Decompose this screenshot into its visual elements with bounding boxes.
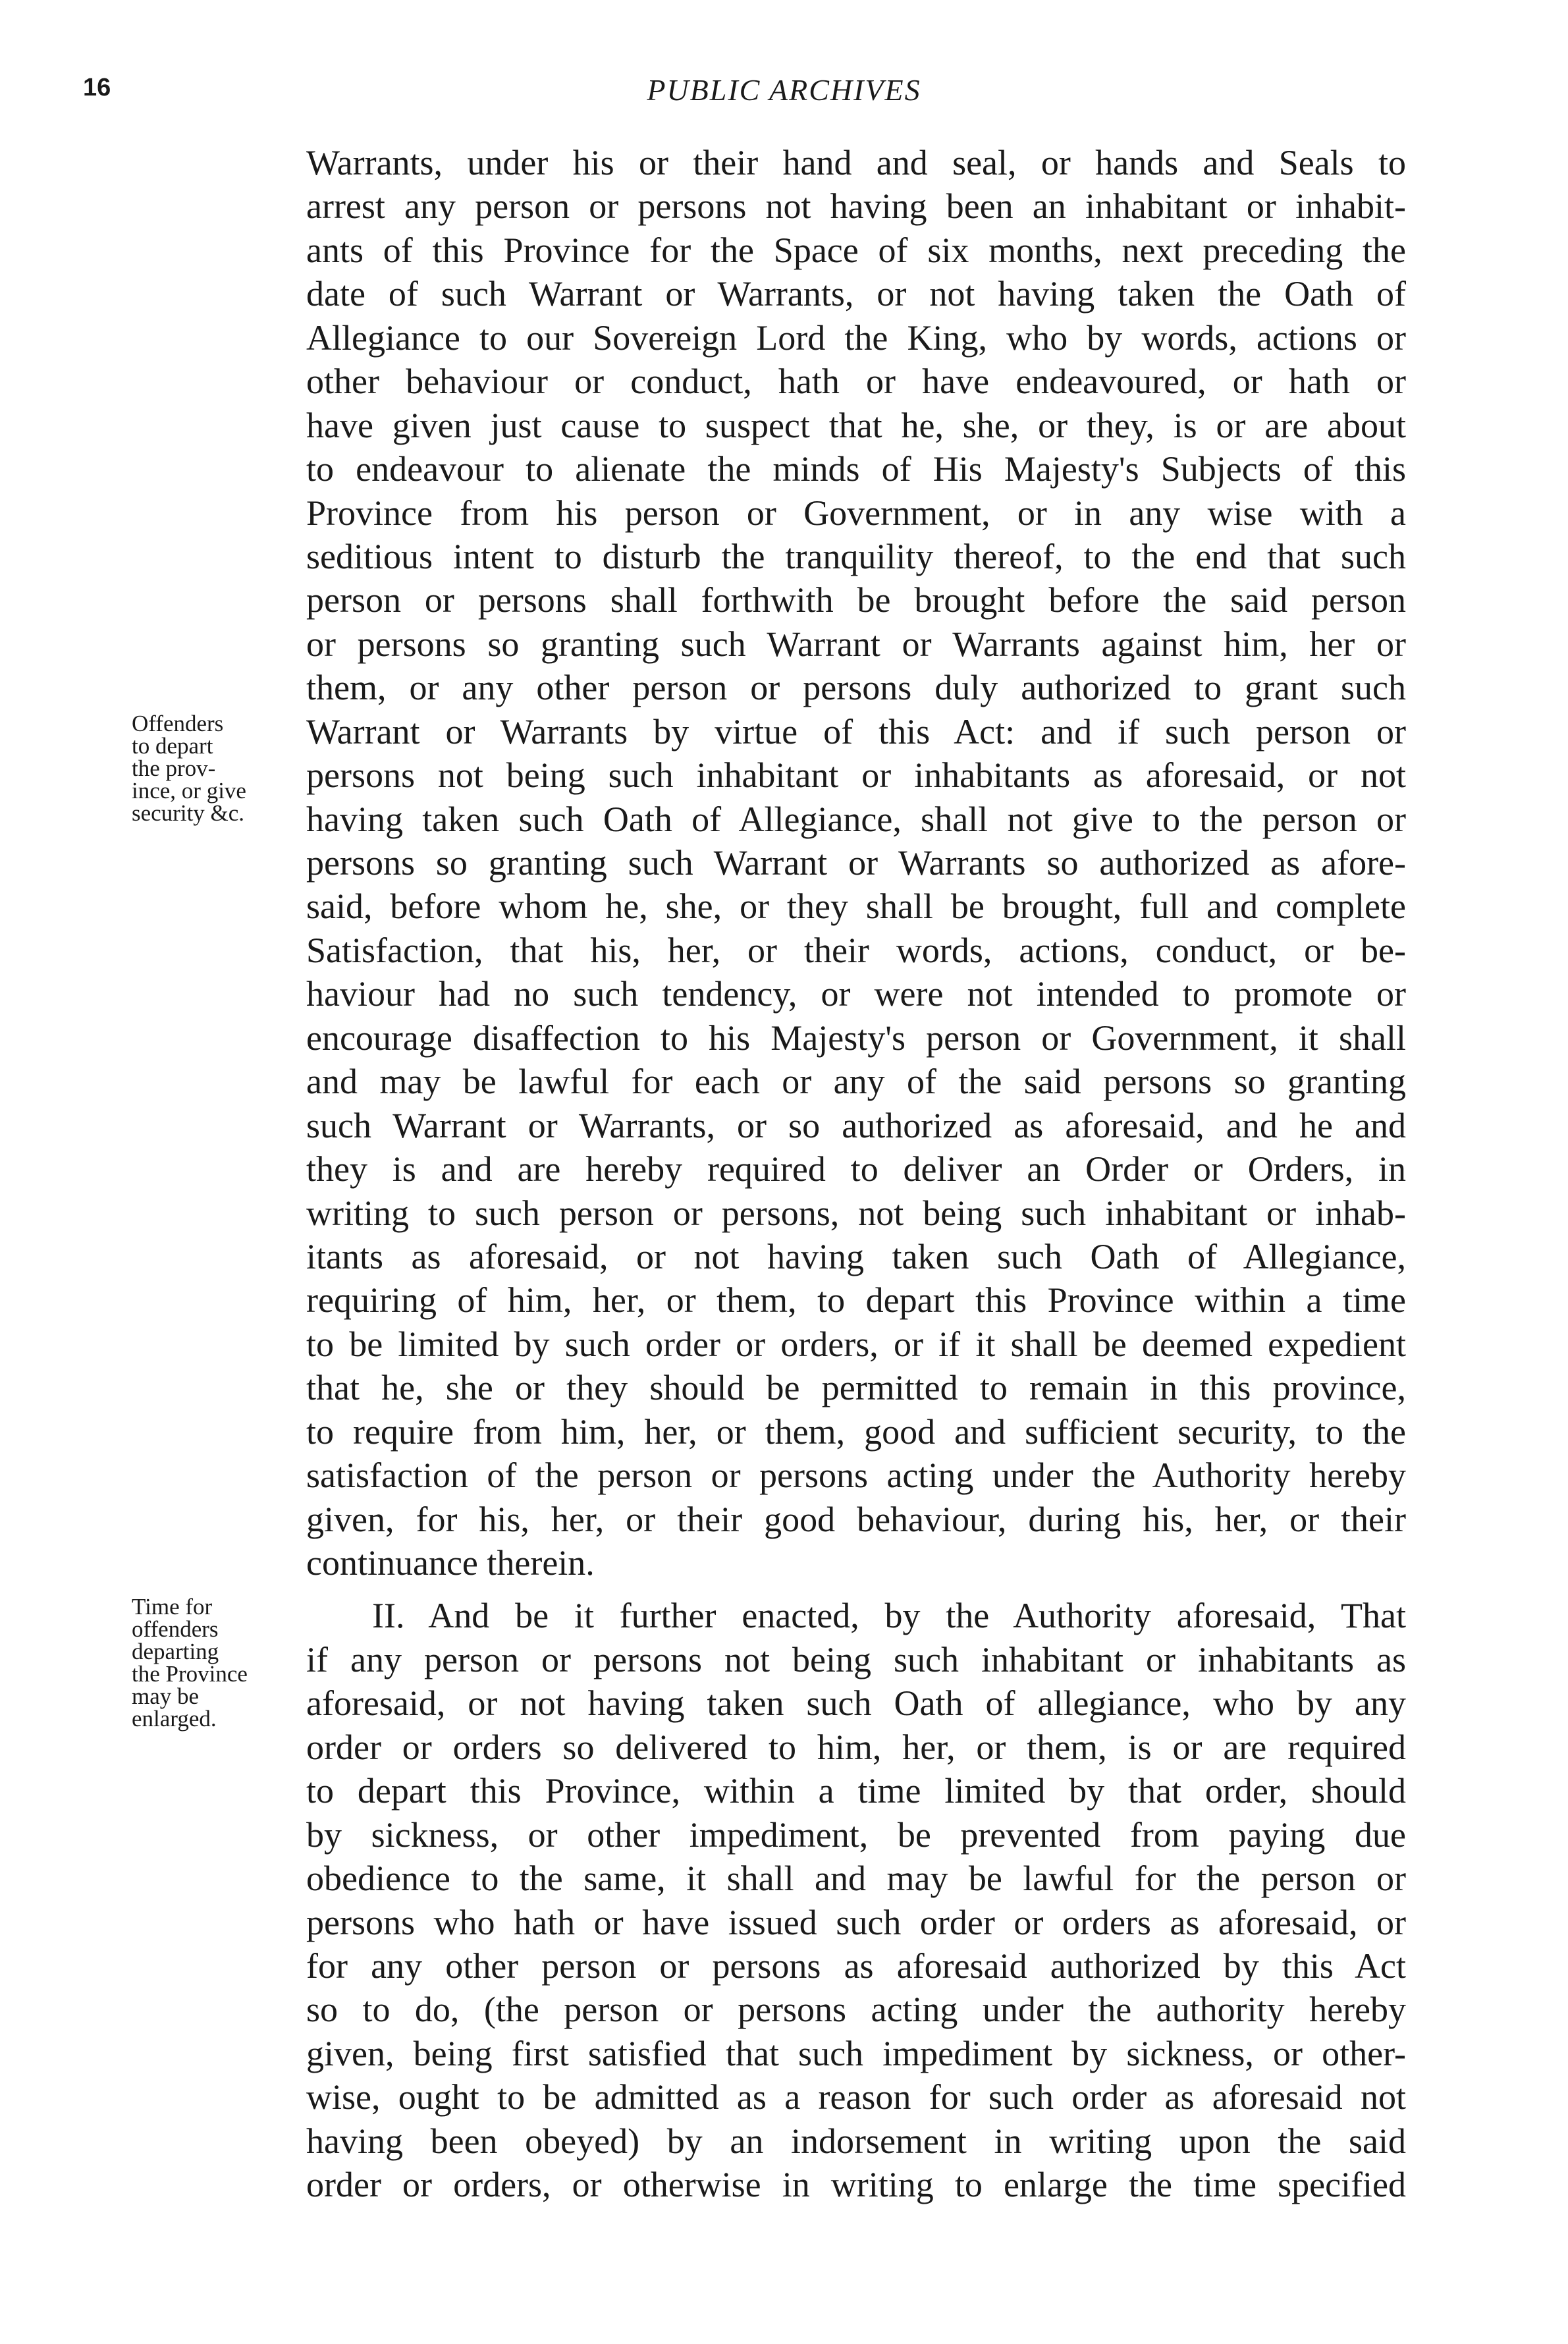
text-line: requiring of him, her, or them, to depart this Province within a time: [306, 1280, 1406, 1321]
text-line: persons so granting such Warrant or Warrants so authorized as afore-: [306, 843, 1406, 883]
text-line: order or orders, or otherwise in writing to enlarge the time specified: [306, 2165, 1406, 2205]
margin-note-line: offenders: [132, 1616, 219, 1642]
text-line: given, for his, her, or their good behaviour, during his, her, or their: [306, 1499, 1406, 1539]
text-line: to be limited by such order or orders, or if it shall be deemed expedient: [306, 1324, 1406, 1364]
text-line: encourage disaffection to his Majesty's person or Government, it shall: [306, 1018, 1406, 1058]
text-line: having been obeyed) by an indorsement in writing upon the said: [306, 2121, 1406, 2161]
text-line: other behaviour or conduct, hath or have endeavoured, or hath or: [306, 362, 1406, 402]
text-line: for any other person or persons as aforesaid authorized by this Act: [306, 1946, 1406, 1986]
text-line: haviour had no such tendency, or were not intended to promote or: [306, 974, 1406, 1014]
text-line: II. And be it further enacted, by the Authority aforesaid, That: [372, 1596, 1406, 1636]
text-line: itants as aforesaid, or not having taken such Oath of Allegiance,: [306, 1236, 1406, 1276]
margin-note-line: ince, or give: [132, 778, 246, 804]
text-line: arrest any person or persons not having been an inhabitant or inhabit-: [306, 186, 1406, 227]
text-line: them, or any other person or persons duly authorized to grant such: [306, 668, 1406, 708]
text-line: if any person or persons not being such inhabitant or inhabitants as: [306, 1639, 1406, 1679]
text-line: said, before whom he, she, or they shall be brought, full and complete: [306, 886, 1406, 927]
text-line: by sickness, or other impediment, be prevented from paying due: [306, 1814, 1406, 1855]
text-line: they is and are hereby required to deliver an Order or Orders, in: [306, 1149, 1406, 1189]
text-line: persons not being such inhabitant or inhabitants as aforesaid, or not: [306, 755, 1406, 796]
margin-note-line: the prov-: [132, 755, 216, 781]
text-line: order or orders so delivered to him, her, or them, is or are required: [306, 1727, 1406, 1767]
margin-note-line: departing: [132, 1639, 219, 1664]
text-line: and may be lawful for each or any of the said persons so granting: [306, 1062, 1406, 1102]
text-line: Allegiance to our Sovereign Lord the King, who by words, actions or: [306, 317, 1406, 358]
text-line: continuance therein.: [306, 1543, 595, 1583]
text-line: obedience to the same, it shall and may be lawful for the person or: [306, 1859, 1406, 1899]
text-line: ants of this Province for the Space of six months, next preceding the: [306, 230, 1406, 270]
text-line: wise, ought to be admitted as a reason for such order as aforesaid not: [306, 2077, 1406, 2117]
text-line: to depart this Province, within a time limited by that order, should: [306, 1771, 1406, 1811]
margin-note-line: to depart: [132, 733, 213, 759]
text-line: or persons so granting such Warrant or Warrants against him, her or: [306, 624, 1406, 664]
text-line: such Warrant or Warrants, or so authorized as aforesaid, and he and: [306, 1105, 1406, 1145]
text-line: Satisfaction, that his, her, or their words, actions, conduct, or be-: [306, 930, 1406, 970]
text-line: persons who hath or have issued such order or orders as aforesaid, or: [306, 1902, 1406, 1942]
paragraph-gap: [306, 1585, 1406, 1594]
text-line: seditious intent to disturb the tranquility thereof, to the end that such: [306, 536, 1406, 576]
paragraph-2: [306, 1594, 1406, 2206]
text-line: that he, she or they should be permitted to remain in this province,: [306, 1368, 1406, 1408]
text-line: date of such Warrant or Warrants, or not having taken the Oath of: [306, 274, 1406, 314]
text-line: Warrant or Warrants by virtue of this Act: and if such person or: [306, 711, 1406, 751]
text-line: Warrants, under his or their hand and seal, or hands and Seals to: [306, 143, 1406, 182]
body-text: [306, 141, 1406, 2207]
text-line: writing to such person or persons, not being such inhabitant or inhab-: [306, 1193, 1406, 1233]
text-line: satisfaction of the person or persons acting under the Authority hereby: [306, 1456, 1406, 1496]
text-line: to endeavour to alienate the minds of His Majesty's Subjects of this: [306, 449, 1406, 489]
text-line: Province from his person or Government, or in any wise with a: [306, 493, 1406, 533]
margin-note-line: may be: [132, 1683, 200, 1709]
text-line: to require from him, her, or them, good and sufficient security, to the: [306, 1411, 1406, 1452]
text-line: so to do, (the person or persons acting under the authority hereby: [306, 1990, 1406, 2030]
text-line: person or persons shall forthwith be brought before the said person: [306, 580, 1406, 620]
text-line: given, being first satisfied that such impediment by sickness, or other-: [306, 2033, 1406, 2073]
text-line: having taken such Oath of Allegiance, shall not give to the person or: [306, 799, 1406, 839]
margin-note-line: Time for: [132, 1594, 213, 1620]
page-number: 16: [83, 74, 111, 101]
running-head: PUBLIC ARCHIVES: [647, 73, 921, 107]
paragraph-1: [306, 141, 1406, 1585]
margin-note-offenders-depart: [132, 713, 290, 825]
margin-note-line: the Province: [132, 1661, 248, 1687]
margin-note-line: enlarged.: [132, 1706, 217, 1731]
margin-note-line: Offenders: [132, 711, 224, 736]
margin-note-time-enlarged: [132, 1596, 290, 1730]
text-line: have given just cause to suspect that he, she, or they, is or are about: [306, 405, 1406, 445]
text-line: aforesaid, or not having taken such Oath of allegiance, who by any: [306, 1683, 1406, 1724]
margin-note-line: security &c.: [132, 800, 245, 826]
